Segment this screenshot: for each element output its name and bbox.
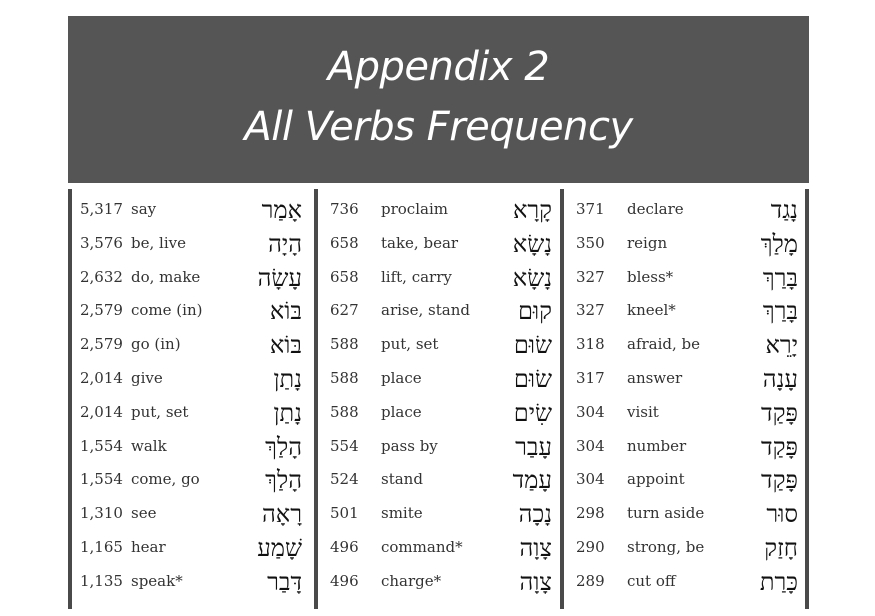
hebrew-verb: יָרֵא — [765, 331, 798, 360]
verb-row — [318, 428, 558, 462]
verb-row — [318, 495, 558, 529]
hebrew-verb: הָלַךְ — [265, 466, 302, 495]
hebrew-verb: קוּם — [518, 297, 552, 326]
hebrew-verb: כָּרַת — [759, 567, 798, 596]
verb-row — [318, 225, 558, 259]
verb-row — [318, 292, 558, 326]
english-gloss: charge* — [381, 571, 442, 590]
hebrew-verb: שִׂים — [513, 398, 552, 427]
hebrew-verb: דָּבַר — [267, 567, 302, 596]
hebrew-verb: פָּקַד — [761, 432, 798, 461]
frequency-count: 2,579 — [80, 301, 123, 320]
frequency-count: 658 — [330, 267, 359, 286]
verb-row — [564, 394, 804, 428]
verb-row — [68, 529, 308, 563]
verb-row — [564, 495, 804, 529]
verb-row — [564, 326, 804, 360]
verb-row — [564, 259, 804, 293]
hebrew-verb: נָגַד — [770, 196, 798, 224]
frequency-count: 304 — [576, 402, 605, 421]
verb-row — [68, 259, 308, 293]
hebrew-verb: שׂוּם — [513, 365, 552, 393]
frequency-count: 524 — [330, 470, 359, 489]
frequency-count: 2,632 — [80, 267, 123, 286]
english-gloss: turn aside — [627, 504, 705, 523]
english-gloss: give — [131, 369, 163, 387]
verb-row — [564, 360, 804, 394]
english-gloss: place — [381, 402, 422, 421]
english-gloss: smite — [381, 504, 423, 523]
frequency-count: 496 — [330, 538, 359, 556]
frequency-count: 554 — [330, 436, 359, 455]
hebrew-verb: שָׁמַע — [257, 534, 302, 562]
frequency-count: 350 — [576, 233, 605, 252]
hebrew-verb: צָוָה — [519, 534, 552, 562]
frequency-count: 290 — [576, 538, 605, 556]
english-gloss: put, set — [131, 402, 189, 421]
frequency-count: 1,165 — [80, 538, 123, 556]
verb-row — [68, 428, 308, 462]
english-gloss: stand — [381, 470, 423, 489]
verb-frequency-table — [68, 189, 809, 609]
hebrew-verb: מָלַךְ — [760, 229, 798, 258]
frequency-count: 658 — [330, 233, 359, 252]
hebrew-verb: עָשָׂה — [257, 263, 302, 292]
english-gloss: declare — [627, 200, 684, 218]
frequency-count: 5,317 — [80, 200, 123, 218]
english-gloss: bless* — [627, 267, 674, 286]
hebrew-verb: פָּקַד — [761, 398, 798, 427]
english-gloss: appoint — [627, 470, 685, 489]
verb-row — [68, 461, 308, 495]
verb-row — [318, 394, 558, 428]
hebrew-verb: נָכָה — [518, 500, 552, 529]
hebrew-verb: בּוֹא — [269, 331, 302, 360]
verb-row — [68, 225, 308, 259]
frequency-count: 588 — [330, 369, 359, 387]
frequency-count: 2,014 — [80, 369, 123, 387]
frequency-count: 1,554 — [80, 470, 123, 489]
frequency-count: 371 — [576, 200, 605, 218]
page — [68, 16, 809, 616]
hebrew-verb: רָאָה — [262, 500, 302, 529]
hebrew-verb: סוּר — [766, 500, 798, 529]
verb-row — [68, 191, 308, 225]
english-gloss: number — [627, 436, 687, 455]
verb-row — [564, 529, 804, 563]
hebrew-verb: נָתַן — [273, 398, 302, 427]
hebrew-verb: נָשָׂא — [512, 263, 552, 292]
verb-row — [564, 191, 804, 225]
verb-row — [564, 563, 804, 597]
verb-row — [564, 292, 804, 326]
frequency-count: 1,554 — [80, 436, 123, 455]
hebrew-verb: נָתַן — [273, 365, 302, 393]
verb-row — [318, 360, 558, 394]
verb-row — [318, 529, 558, 563]
frequency-count: 3,576 — [80, 233, 123, 252]
english-gloss: proclaim — [381, 200, 448, 218]
hebrew-verb: הָיָה — [268, 229, 302, 258]
frequency-count: 289 — [576, 571, 605, 590]
english-gloss: cut off — [627, 571, 676, 590]
verb-row — [68, 394, 308, 428]
hebrew-verb: קָרָא — [512, 196, 552, 224]
frequency-count: 2,014 — [80, 402, 123, 421]
frequency-count: 588 — [330, 402, 359, 421]
hebrew-verb: עָמַד — [512, 466, 552, 495]
hebrew-verb: בָּרַךְ — [762, 263, 798, 292]
hebrew-verb: שׂוּם — [513, 331, 552, 360]
english-gloss: be, live — [131, 233, 186, 252]
frequency-count: 501 — [330, 504, 359, 523]
page-title-line1: Appendix 2 — [327, 44, 550, 90]
verb-row — [68, 326, 308, 360]
verb-row — [564, 225, 804, 259]
english-gloss: visit — [627, 402, 659, 421]
verb-row — [68, 563, 308, 597]
hebrew-verb: חָזַק — [764, 534, 798, 562]
hebrew-verb: נָשָׂא — [512, 229, 552, 258]
column-divider-right — [805, 189, 809, 609]
english-gloss: answer — [627, 369, 683, 387]
hebrew-verb: עָנָה — [762, 365, 798, 393]
english-gloss: take, bear — [381, 233, 459, 252]
english-gloss: put, set — [381, 335, 439, 354]
english-gloss: come (in) — [131, 301, 203, 320]
english-gloss: pass by — [381, 436, 438, 455]
hebrew-verb: בָּרַךְ — [762, 297, 798, 326]
verb-row — [318, 461, 558, 495]
frequency-count: 496 — [330, 571, 359, 590]
english-gloss: afraid, be — [627, 335, 701, 354]
english-gloss: command* — [381, 538, 463, 556]
english-gloss: see — [131, 504, 157, 523]
english-gloss: do, make — [131, 267, 201, 286]
frequency-count: 1,135 — [80, 571, 123, 590]
hebrew-verb: בּוֹא — [269, 297, 302, 326]
verb-row — [318, 191, 558, 225]
frequency-count: 736 — [330, 200, 359, 218]
verb-row — [68, 292, 308, 326]
english-gloss: speak* — [131, 571, 183, 590]
frequency-count: 304 — [576, 436, 605, 455]
english-gloss: walk — [131, 436, 167, 455]
hebrew-verb: אָמַר — [261, 196, 302, 224]
frequency-count: 318 — [576, 335, 605, 354]
verb-row — [564, 428, 804, 462]
frequency-count: 588 — [330, 335, 359, 354]
english-gloss: go (in) — [131, 335, 181, 354]
frequency-count: 304 — [576, 470, 605, 489]
title-banner — [68, 16, 809, 183]
verb-row — [318, 563, 558, 597]
frequency-count: 1,310 — [80, 504, 123, 523]
english-gloss: say — [131, 200, 157, 218]
frequency-count: 627 — [330, 301, 359, 320]
verb-row — [564, 461, 804, 495]
english-gloss: kneel* — [627, 301, 676, 320]
frequency-count: 298 — [576, 504, 605, 523]
verb-row — [68, 360, 308, 394]
verb-row — [318, 259, 558, 293]
english-gloss: place — [381, 369, 422, 387]
hebrew-verb: עָבַר — [515, 432, 552, 461]
english-gloss: hear — [131, 538, 166, 556]
english-gloss: lift, carry — [381, 267, 452, 286]
page-title-line2: All Verbs Frequency — [244, 104, 633, 150]
verb-row — [318, 326, 558, 360]
frequency-count: 327 — [576, 301, 605, 320]
frequency-count: 317 — [576, 369, 605, 387]
verb-row — [68, 495, 308, 529]
hebrew-verb: הָלַךְ — [265, 432, 302, 461]
english-gloss: reign — [627, 233, 668, 252]
hebrew-verb: פָּקַד — [761, 466, 798, 495]
english-gloss: strong, be — [627, 538, 705, 556]
frequency-count: 327 — [576, 267, 605, 286]
english-gloss: come, go — [131, 470, 200, 489]
frequency-count: 2,579 — [80, 335, 123, 354]
english-gloss: arise, stand — [381, 301, 470, 320]
hebrew-verb: צָוָה — [519, 567, 552, 596]
